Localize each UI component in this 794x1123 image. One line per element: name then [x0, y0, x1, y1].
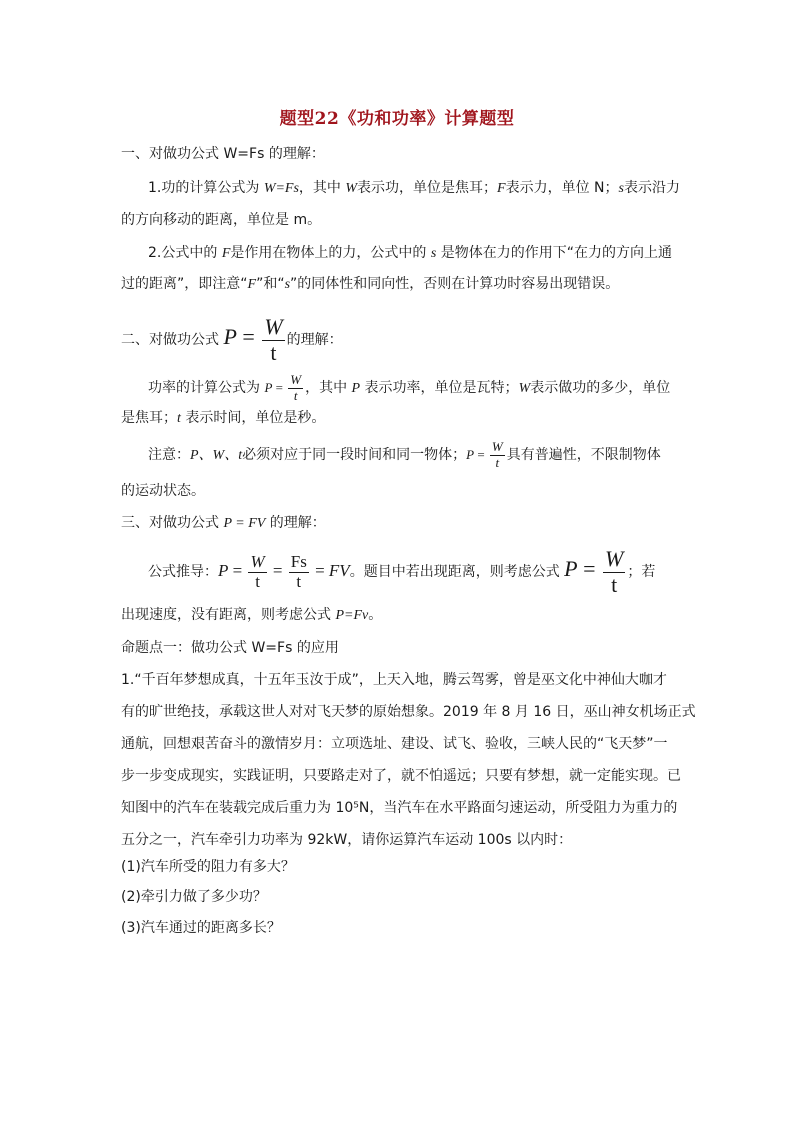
- text: ，其中: [305, 380, 352, 396]
- equals-sign: =: [236, 324, 261, 349]
- text: 表示功率，单位是瓦特；: [360, 380, 519, 396]
- var-f: F: [221, 246, 231, 261]
- numerator: W: [605, 546, 624, 572]
- sub-question-1: (1)汽车所受的阻力有多大？: [121, 859, 295, 875]
- section-1-para-1-line-1: [148, 178, 681, 199]
- section-1-para-1-line-2: 的方向移动的距离，单位是 m。: [121, 212, 322, 228]
- var-p: P: [351, 381, 361, 396]
- numerator: W: [491, 439, 503, 455]
- section-2-para-1-line-1: [148, 370, 681, 406]
- equals-sign: =: [577, 556, 602, 581]
- var-s: s: [284, 277, 291, 292]
- text: 功率的计算公式为: [148, 380, 265, 396]
- text: 公式推导：: [148, 564, 218, 580]
- text: 1.功的计算公式为: [148, 180, 264, 196]
- section-3-derivation-line-2: [121, 605, 681, 626]
- text: 具有普遍性，不限制物体: [506, 447, 661, 463]
- question-1-line-6: 五分之一，汽车牵引力功率为 92kW，请你运算汽车运动 100s 以内时：: [121, 832, 573, 848]
- fraction-w-over-t: [262, 315, 284, 364]
- var-p: P: [466, 447, 475, 462]
- denominator: t: [296, 571, 302, 591]
- fraction-w-over-t: [248, 553, 266, 591]
- text: ”的同体性和同向性，否则在计算功时容易出现错误。: [290, 276, 620, 292]
- formula-w-fs: W=Fs: [263, 181, 299, 196]
- text: ；若: [627, 564, 656, 580]
- denominator: t: [270, 339, 277, 365]
- text: 表示做功的多少，单位: [530, 380, 671, 396]
- text: 表示功，单位是焦耳；: [357, 180, 498, 196]
- formula-p-fv: P = FV: [223, 516, 266, 531]
- equals-sign: =: [268, 561, 287, 580]
- text: 的理解：: [286, 332, 343, 348]
- var-p: P: [223, 324, 237, 349]
- text: ”和“: [256, 276, 285, 292]
- denominator: t: [611, 571, 618, 597]
- section-1-heading: 一、对做功公式 W=Fs 的理解：: [121, 146, 325, 162]
- text: 表示时间，单位是秒。: [180, 410, 326, 426]
- var-t: t: [177, 411, 181, 426]
- question-1-line-1: 1.“千百年梦想成真，十五年玉汝于成”，上天入地，腾云驾雾，曾是巫文化中神仙大咖才: [121, 672, 667, 688]
- topic-1-heading: 命题点一：做功公式 W=Fs 的应用: [121, 640, 339, 656]
- text: 注意：: [148, 447, 190, 463]
- text: 。: [368, 607, 383, 623]
- section-1-para-2-line-2: [121, 274, 681, 295]
- var-f: F: [497, 181, 506, 196]
- text: 是焦耳；: [121, 410, 177, 426]
- text: 表示沿力: [624, 180, 680, 196]
- equals-sign: =: [228, 561, 247, 580]
- question-1-line-2: 有的旷世绝技，承载这世人对对飞天梦的原始想象。2019 年 8 月 16 日，巫山神女机场正式: [121, 704, 696, 720]
- equals-sign: =: [272, 380, 287, 395]
- expr-fv: FV: [328, 561, 350, 580]
- numerator: W: [264, 314, 283, 340]
- section-2-note-line-2: 的运动状态。: [121, 483, 205, 499]
- text: 二、对做功公式: [121, 332, 224, 348]
- section-2-note-line-1: [148, 436, 681, 474]
- fraction-w-over-t: [603, 547, 625, 596]
- text: 出现速度，没有距离，则考虑公式: [121, 607, 336, 623]
- sub-question-3: (3)汽车通过的距离多长？: [121, 920, 281, 936]
- text: 2.公式中的: [148, 245, 222, 261]
- numerator: W: [250, 551, 265, 571]
- text: 必须对应于同一段时间和同一物体；: [242, 447, 467, 463]
- section-2-heading: [121, 314, 681, 365]
- question-1-line-4: 步一步变成现实，实践证明，只要路走对了，就不怕遥远；只要有梦想，就一定能实现。已: [121, 768, 681, 784]
- fraction-fs-over-t: [289, 553, 309, 591]
- var-s: s: [430, 246, 437, 261]
- numerator: Fs: [290, 551, 307, 571]
- var-s: s: [618, 181, 624, 196]
- section-2-para-1-line-2: [121, 408, 681, 429]
- var-p: P: [564, 556, 578, 581]
- fraction-w-over-t: [288, 373, 303, 403]
- var-p: P: [218, 561, 229, 580]
- text: ，其中: [298, 180, 346, 196]
- text: 的理解：: [265, 515, 326, 531]
- var-w: W: [345, 181, 358, 196]
- sub-question-2: (2)牵引力做了多少功？: [121, 889, 267, 905]
- question-1-line-3: 通航，回想艰苦奋斗的激情岁月：立项选址、建设、试飞、验收，三峡人民的“飞天梦”一: [121, 736, 668, 752]
- var-f: F: [247, 277, 257, 292]
- question-1-line-5: 知图中的汽车在装载完成后重力为 10⁵N，当汽车在水平路面匀速运动，所受阻力为重力的: [121, 800, 678, 816]
- section-3-derivation-line-1: [148, 545, 681, 597]
- denominator: t: [495, 454, 500, 470]
- fraction-w-over-t: [490, 440, 505, 470]
- text: 三、对做功公式: [121, 515, 224, 531]
- text: 。题目中若出现距离，则考虑公式: [349, 564, 565, 580]
- vars-p-w-t: P、W、t: [190, 448, 243, 463]
- equals-sign: =: [474, 447, 488, 462]
- denominator: t: [293, 387, 298, 403]
- denominator: t: [255, 571, 260, 591]
- numerator: W: [290, 372, 302, 388]
- document-title: 题型22《功和功率》计算题型: [279, 109, 515, 129]
- var-p: P: [264, 380, 273, 395]
- formula-p-fv: P=Fv: [335, 608, 369, 623]
- section-3-heading: [121, 513, 681, 534]
- text: 是物体在力的作用下“在力的方向上通: [436, 245, 672, 261]
- var-w: W: [518, 381, 531, 396]
- section-1-para-2-line-1: [148, 243, 681, 264]
- text: 表示力，单位 N；: [505, 180, 619, 196]
- text: 过的距离”，即注意“: [121, 276, 248, 292]
- equals-sign: =: [310, 561, 329, 580]
- text: 是作用在物体上的力，公式中的: [230, 245, 431, 261]
